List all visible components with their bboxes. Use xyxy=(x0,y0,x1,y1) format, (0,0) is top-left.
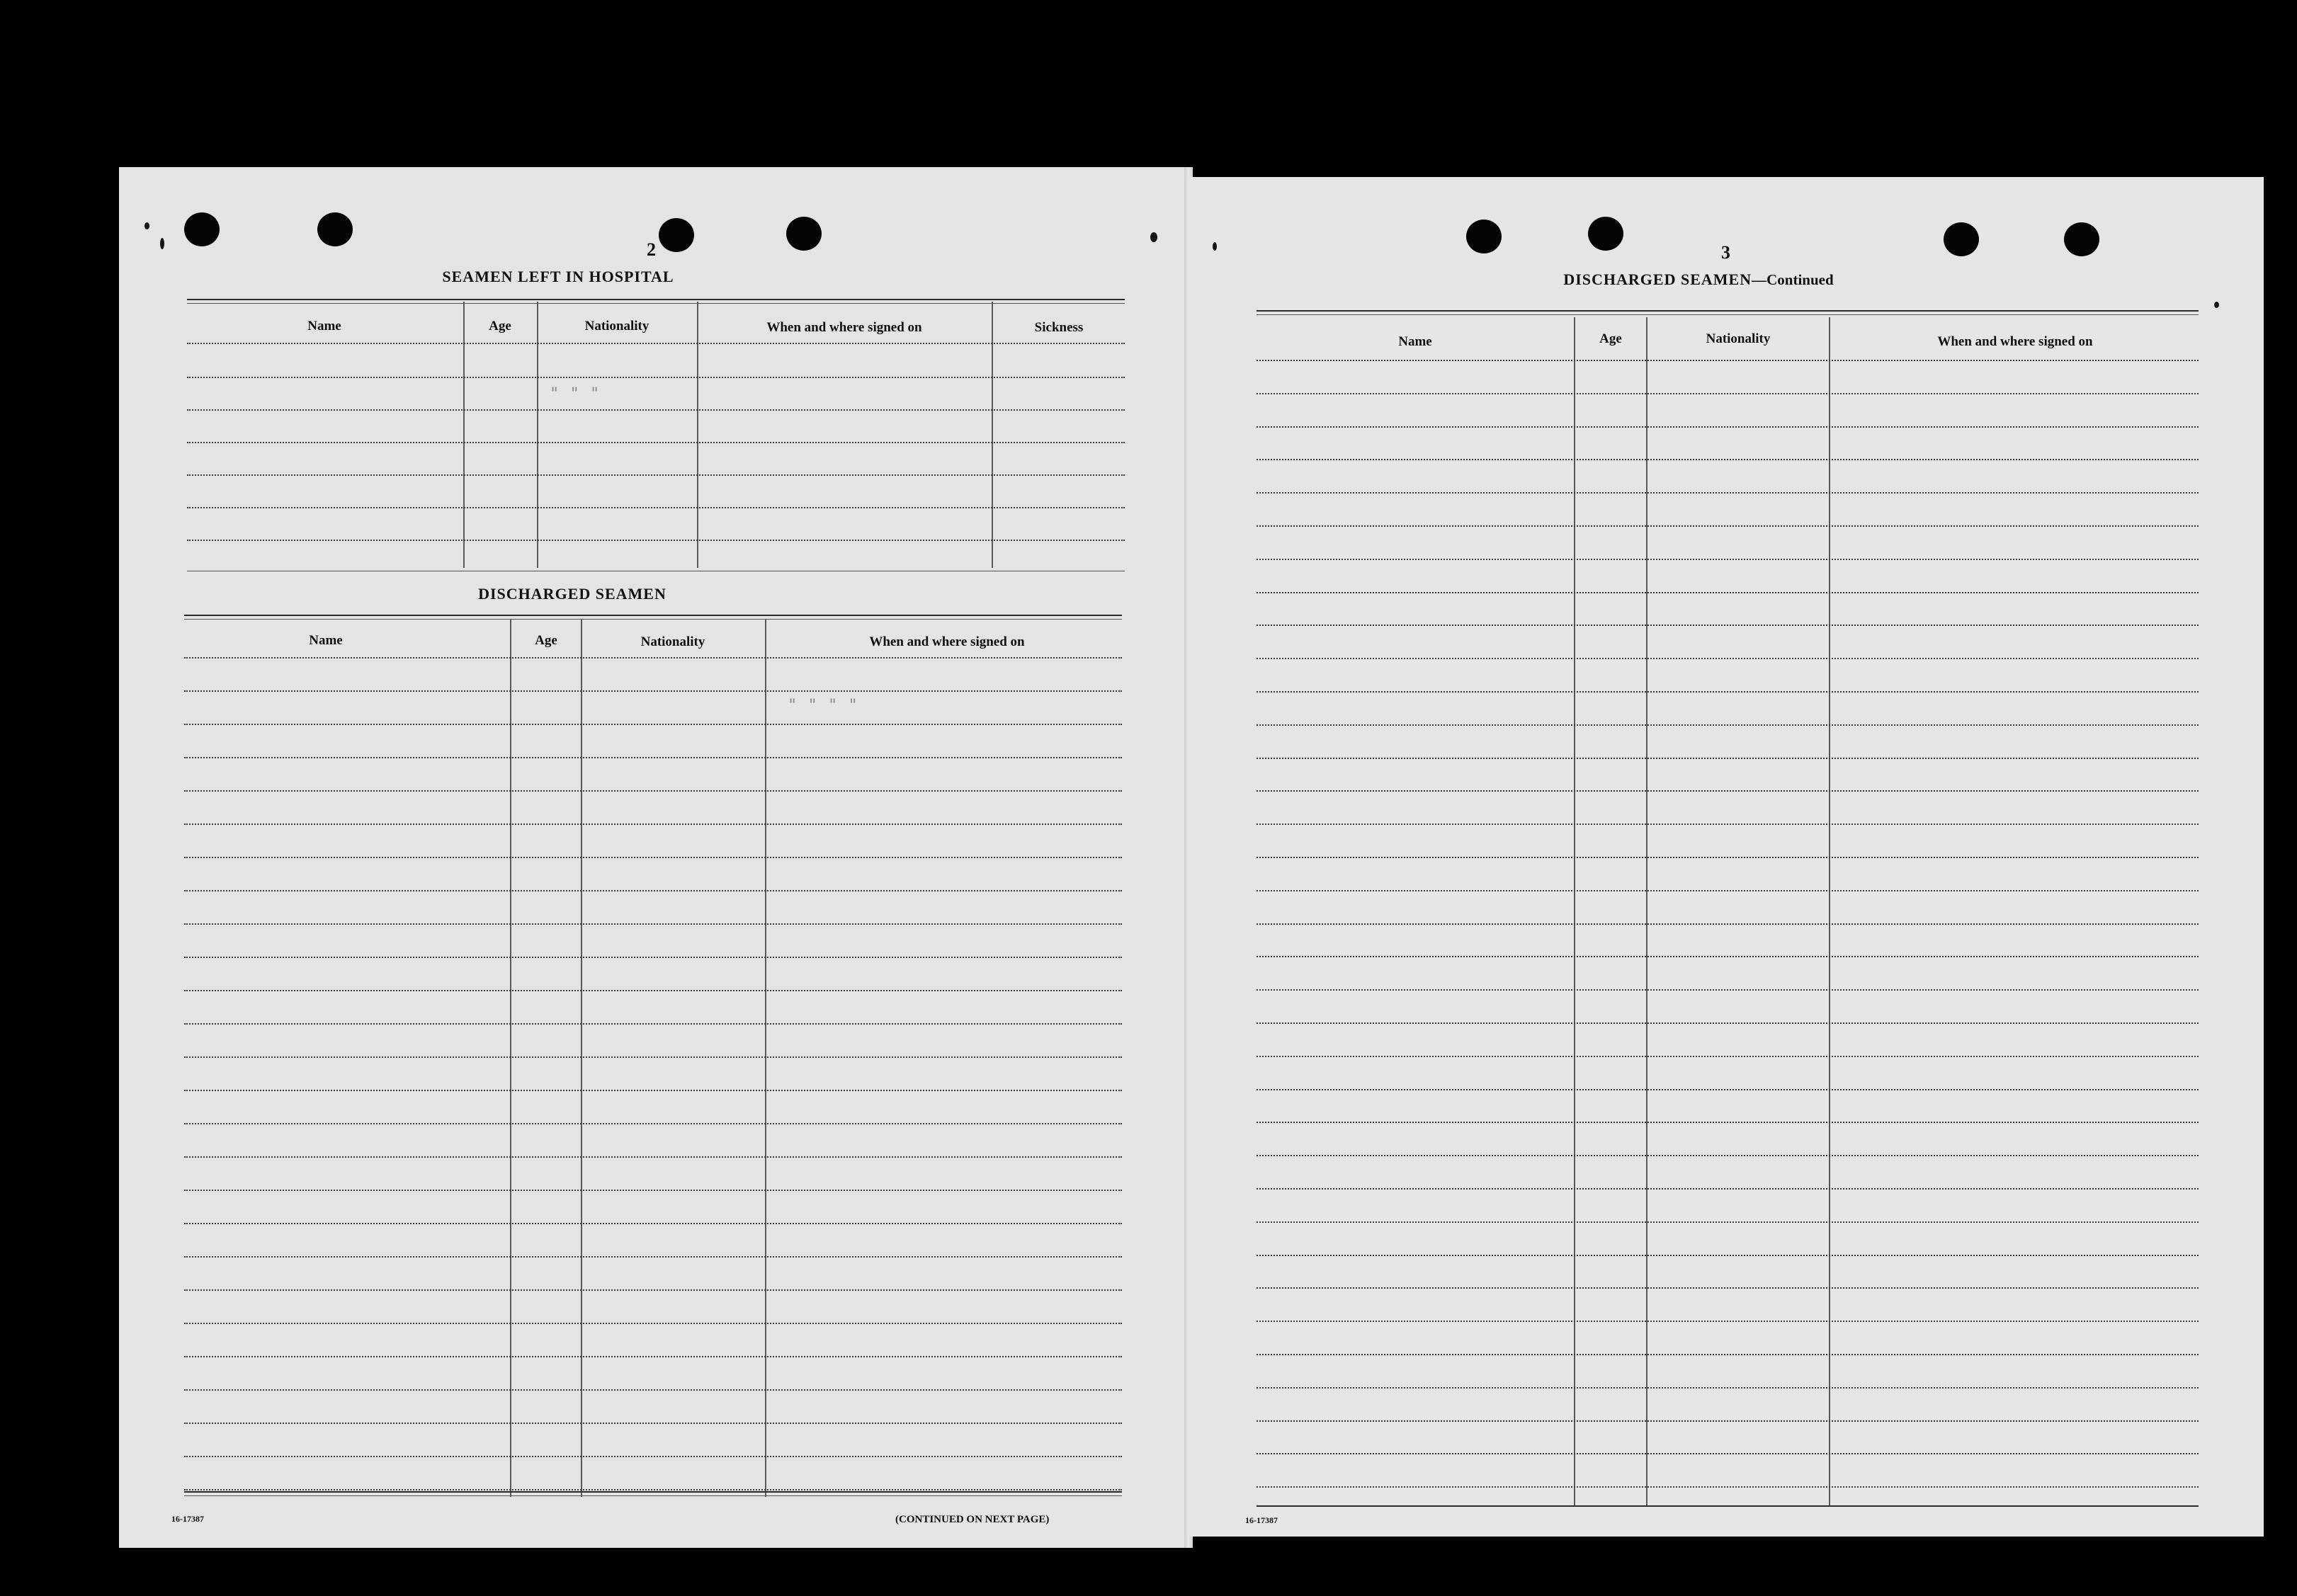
row-line xyxy=(1257,724,2199,726)
row-line xyxy=(184,790,1122,792)
row-line xyxy=(1257,1122,2199,1123)
row-line xyxy=(184,1023,1122,1025)
row-line xyxy=(1257,989,2199,991)
row-line xyxy=(184,1356,1122,1357)
page-number: 2 xyxy=(647,239,656,260)
hospital-faint-entry: " " " xyxy=(550,385,601,403)
col-age: Age xyxy=(1599,331,1622,346)
row-line xyxy=(184,1389,1122,1391)
col-signed-on: When and where signed on xyxy=(1937,334,2093,349)
row-line xyxy=(1257,1287,2199,1289)
row-line xyxy=(1257,1188,2199,1190)
row-line xyxy=(184,1289,1122,1291)
discharged-section-title: DISCHARGED SEAMEN xyxy=(478,585,667,603)
row-line xyxy=(1257,625,2199,626)
row-line xyxy=(1257,426,2199,428)
punch-hole xyxy=(184,212,220,246)
col-age: Age xyxy=(489,319,511,334)
punch-hole xyxy=(659,218,694,252)
row-line xyxy=(1257,658,2199,659)
title-suffix: —Continued xyxy=(1752,271,1834,288)
col-nationality: Nationality xyxy=(640,634,705,649)
row-line xyxy=(1257,592,2199,593)
row-line xyxy=(184,957,1122,958)
col-signed-on: When and where signed on xyxy=(869,634,1025,649)
row-line xyxy=(184,757,1122,758)
row-line xyxy=(1257,559,2199,560)
discharged-faint-row-2-signed-on: " " " " xyxy=(788,697,858,714)
row-line xyxy=(184,1123,1122,1124)
row-line xyxy=(1257,360,2199,361)
row-line xyxy=(1257,1387,2199,1389)
col-sickness: Sickness xyxy=(1034,320,1084,335)
row-line xyxy=(1257,492,2199,494)
row-line xyxy=(184,890,1122,891)
row-line xyxy=(184,823,1122,825)
punch-hole xyxy=(2064,222,2099,256)
punch-hole xyxy=(1944,222,1979,256)
punch-hole xyxy=(786,217,822,251)
row-line xyxy=(1257,459,2199,460)
row-line xyxy=(184,1056,1122,1058)
row-line xyxy=(184,1423,1122,1424)
row-line xyxy=(184,1223,1122,1224)
row-line xyxy=(1257,1420,2199,1422)
left-page xyxy=(119,167,1189,1548)
row-line xyxy=(1257,691,2199,692)
row-line xyxy=(1257,758,2199,759)
row-line xyxy=(1257,1321,2199,1322)
row-line xyxy=(184,657,1122,659)
form-number: 16-17387 xyxy=(171,1514,204,1524)
row-line xyxy=(184,1156,1122,1158)
continued-footer: (CONTINUED ON NEXT PAGE) xyxy=(895,1514,1050,1525)
row-line xyxy=(1257,1089,2199,1090)
page-number: 3 xyxy=(1721,242,1730,263)
row-line xyxy=(1257,1155,2199,1156)
hospital-section-title: SEAMEN LEFT IN HOSPITAL xyxy=(442,268,674,285)
punch-hole xyxy=(317,212,353,246)
row-line xyxy=(1257,890,2199,891)
row-line xyxy=(184,1090,1122,1091)
row-line xyxy=(1257,823,2199,825)
row-line xyxy=(1257,1221,2199,1223)
row-line xyxy=(1257,525,2199,527)
col-name: Name xyxy=(1398,334,1432,349)
discharged-table-left xyxy=(184,615,1122,1500)
col-age: Age xyxy=(535,633,557,648)
col-nationality: Nationality xyxy=(1706,331,1771,346)
row-line xyxy=(184,724,1122,725)
col-nationality: Nationality xyxy=(584,319,650,334)
title-main: DISCHARGED SEAMEN xyxy=(1563,270,1752,288)
row-line xyxy=(184,923,1122,925)
right-page xyxy=(1189,177,2264,1537)
form-number: 16-17387 xyxy=(1245,1515,1278,1525)
col-signed-on: When and where signed on xyxy=(766,320,922,335)
row-line xyxy=(1257,1453,2199,1454)
row-line xyxy=(1257,1056,2199,1057)
row-line xyxy=(184,1323,1122,1324)
row-line xyxy=(1257,1354,2199,1355)
discharged-continued-title xyxy=(1472,270,1925,289)
row-line xyxy=(184,1256,1122,1258)
row-line xyxy=(1257,1022,2199,1024)
row-line xyxy=(184,857,1122,858)
row-line xyxy=(1257,956,2199,957)
row-line xyxy=(1257,393,2199,394)
row-line xyxy=(184,1456,1122,1457)
row-line xyxy=(1257,857,2199,858)
row-line xyxy=(184,1489,1122,1490)
row-line xyxy=(1257,1255,2199,1256)
punch-hole xyxy=(1466,220,1502,253)
row-line xyxy=(1257,790,2199,792)
col-name: Name xyxy=(309,633,343,648)
row-line xyxy=(184,990,1122,991)
row-line xyxy=(1257,1486,2199,1488)
col-name: Name xyxy=(307,319,341,334)
punch-hole xyxy=(1588,217,1623,251)
row-line xyxy=(184,690,1122,692)
row-line xyxy=(1257,923,2199,925)
row-line xyxy=(184,1190,1122,1191)
discharged-table-right xyxy=(1257,310,2199,1514)
